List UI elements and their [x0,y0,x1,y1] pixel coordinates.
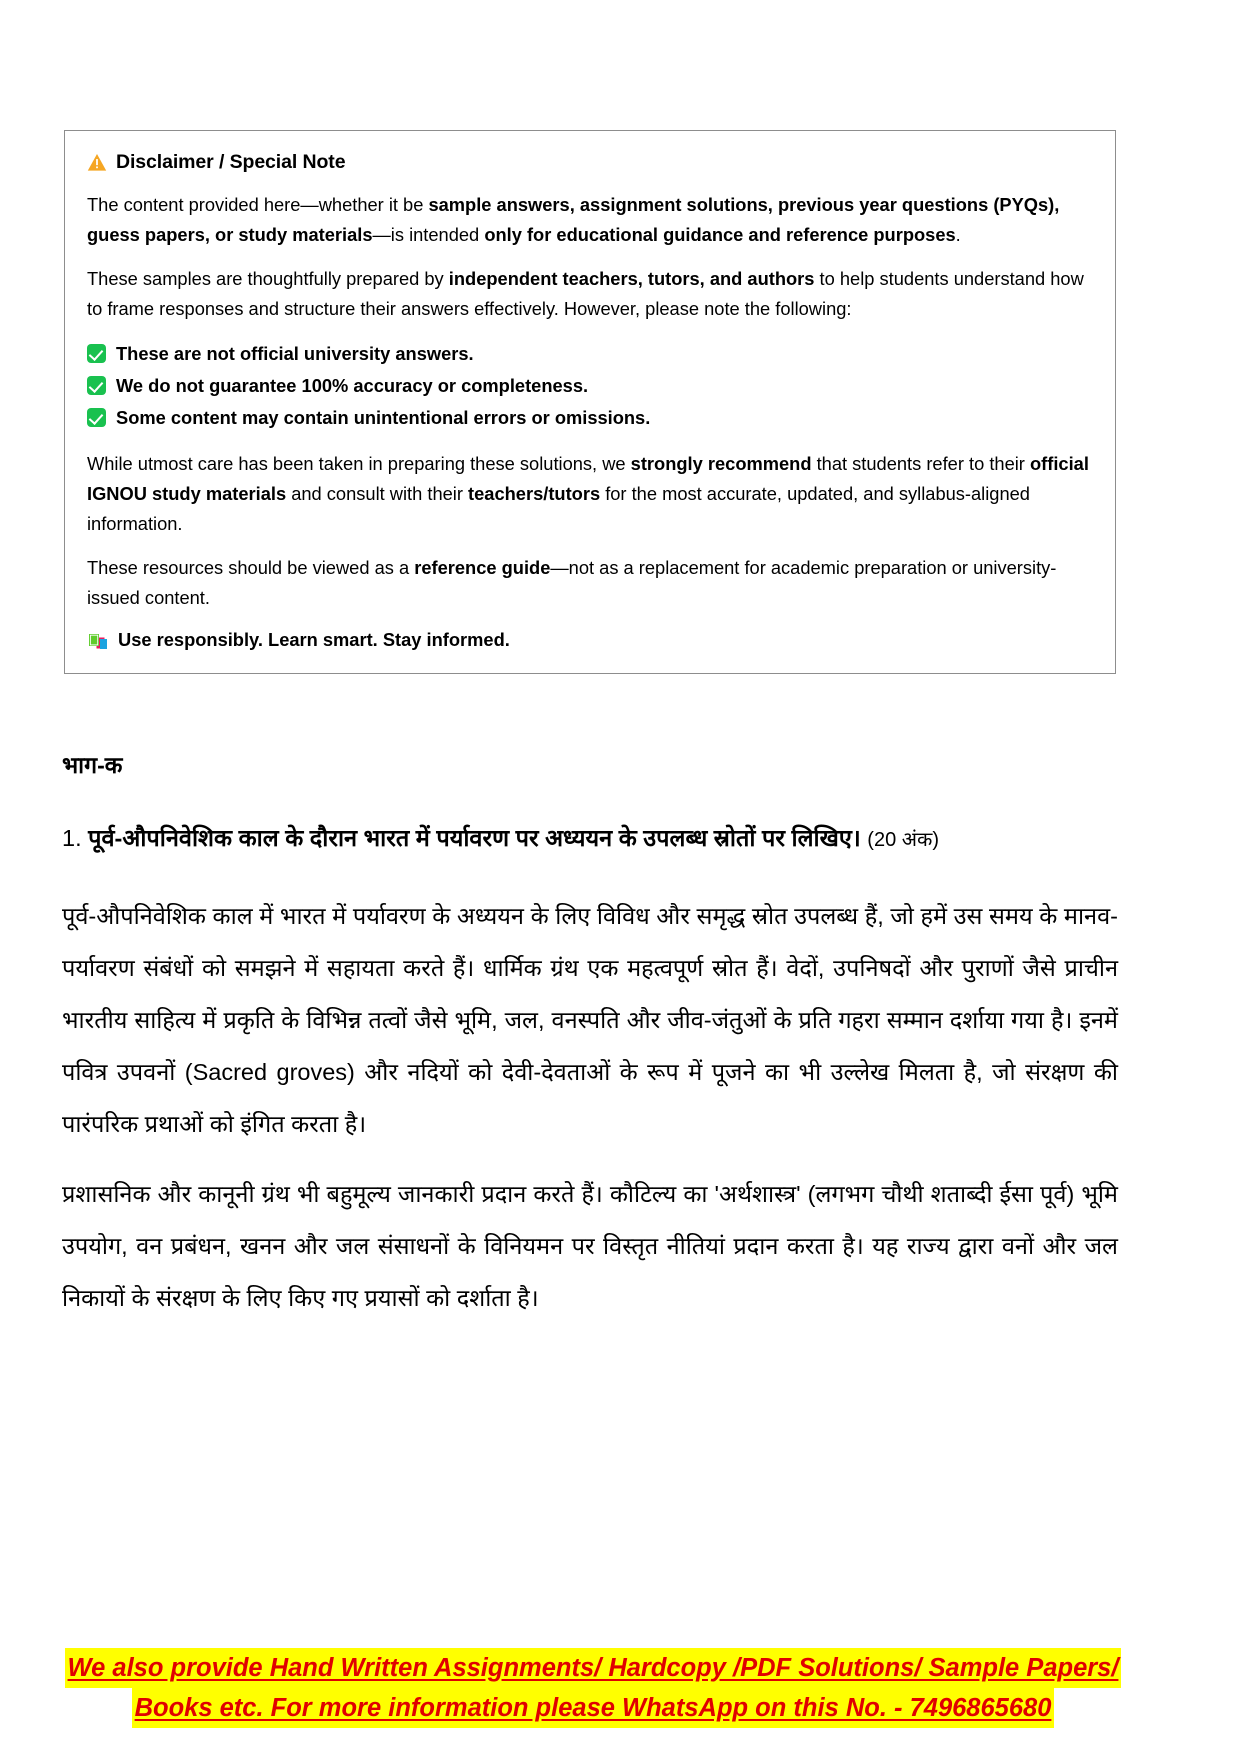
disclaimer-paragraph-4 [87,553,1091,613]
check-mark-icon [87,344,106,363]
check-mark-icon [87,376,106,395]
use-responsibly-text: Use responsibly. Learn smart. Stay informed. [118,629,510,650]
disclaimer-p1-run-0: The content provided here—whether it be [87,194,429,215]
checklist-item [87,402,1091,433]
disclaimer-p2-run-1: independent teachers, tutors, and authors [448,268,815,289]
warning-triangle-icon [87,153,107,172]
checklist-item-label: Some content may contain unintentional errors or omissions. [116,407,651,428]
checklist-item-label: We do not guarantee 100% accuracy or completeness. [116,375,589,396]
disclaimer-paragraph-1 [87,190,1091,250]
disclaimer-p4-run-2: —not as a replacement for academic preparation or university-issued content. [87,557,1057,608]
disclaimer-p1-run-2: —is intended [372,224,485,245]
section-heading: भाग-क [62,752,123,778]
checklist-item-label: These are not official university answers. [116,343,474,364]
disclaimer-p1-run-4: . [955,224,961,245]
promo-footer-line-2: Books etc. For more information please WhatsApp on this No. - 7496865680 [132,1688,1055,1728]
disclaimer-p1-run-1: sample answers, assignment solutions, previous year questions (PYQs), guess papers, or study materials [87,194,1060,245]
disclaimer-p1-run-3: only for educational guidance and reference purposes [484,224,956,245]
answer-paragraph-2: प्रशासनिक और कानूनी ग्रंथ भी बहुमूल्य जानकारी प्रदान करते हैं। कौटिल्य का 'अर्थशास्त्र' (लगभग चौथी शताब्दी ईसा पूर्व) भूमि उपयोग, वन प्रबंधन, खनन और जल संसाधनों के विनियमन पर विस्तृत नीतियां प्रदान करता है। यह राज्य द्वारा वनों और जल निकायों के संरक्षण के लिए किए गए प्रयासों को दर्शाता है। [62,1181,1118,1311]
disclaimer-p4-run-0: These resources should be viewed as a [87,557,415,578]
disclaimer-title-row [87,151,1091,174]
disclaimer-p3-run-1: strongly recommend [630,453,812,474]
disclaimer-p3-run-2: that students refer to their [811,453,1030,474]
disclaimer-box [64,130,1116,674]
disclaimer-checklist [87,338,1091,433]
question-marks: (20 अंक) [867,829,940,851]
disclaimer-p3-run-6: for the most accurate, updated, and syllabus-aligned information. [87,483,1030,534]
answer-content [62,812,1118,1342]
disclaimer-p2-run-0: These samples are thoughtfully prepared by [87,268,449,289]
disclaimer-paragraph-2 [87,264,1091,324]
question-line [62,812,1118,866]
use-responsibly-row [87,629,1091,651]
disclaimer-p4-run-1: reference guide [414,557,551,578]
answer-paragraph-1: पूर्व-औपनिवेशिक काल में भारत में पर्यावरण के अध्ययन के लिए विविध और समृद्ध स्रोत उपलब्ध हैं, जो हमें उस समय के मानव-पर्यावरण संबंधों को समझने में सहायता करते हैं। धार्मिक ग्रंथ एक महत्वपूर्ण स्रोत हैं। वेदों, उपनिषदों और पुराणों जैसे प्राचीन भारतीय साहित्य में प्रकृति के विभिन्न तत्वों जैसे भूमि, जल, वनस्पति और जीव-जंतुओं के प्रति गहरा सम्मान दर्शाया गया है। इनमें पवित्र उपवनों (Sacred groves) और नदियों को देवी-देवताओं के रूप में पूजने का भी उल्लेख मिलता है, जो संरक्षण की पारंपरिक प्रथाओं को इंगित करता है। [62,903,1118,1137]
promo-footer-line-1: We also provide Hand Written Assignments/ Hardcopy /PDF Solutions/ Sample Papers/ [65,1648,1122,1688]
disclaimer-paragraph-3 [87,449,1091,539]
disclaimer-title-text: Disclaimer / Special Note [116,151,346,173]
disclaimer-p3-run-5: teachers/tutors [468,483,601,504]
promo-footer [62,1648,1124,1728]
checklist-item [87,370,1091,401]
disclaimer-p2-run-2: to help students understand how to frame responses and structure their answers effectively. However, please note the following: [87,268,1084,319]
check-mark-icon [87,408,106,427]
question-text: पूर्व-औपनिवेशिक काल के दौरान भारत में पर्यावरण पर अध्ययन के उपलब्ध स्रोतों पर लिखिए। [88,825,861,851]
disclaimer-p3-run-4: and consult with their [286,483,469,504]
question-number: 1. [62,825,82,851]
books-icon [87,630,109,650]
checklist-item [87,338,1091,369]
disclaimer-p3-run-0: While utmost care has been taken in preparing these solutions, we [87,453,631,474]
disclaimer-p3-run-3: official IGNOU study materials [87,453,1089,504]
